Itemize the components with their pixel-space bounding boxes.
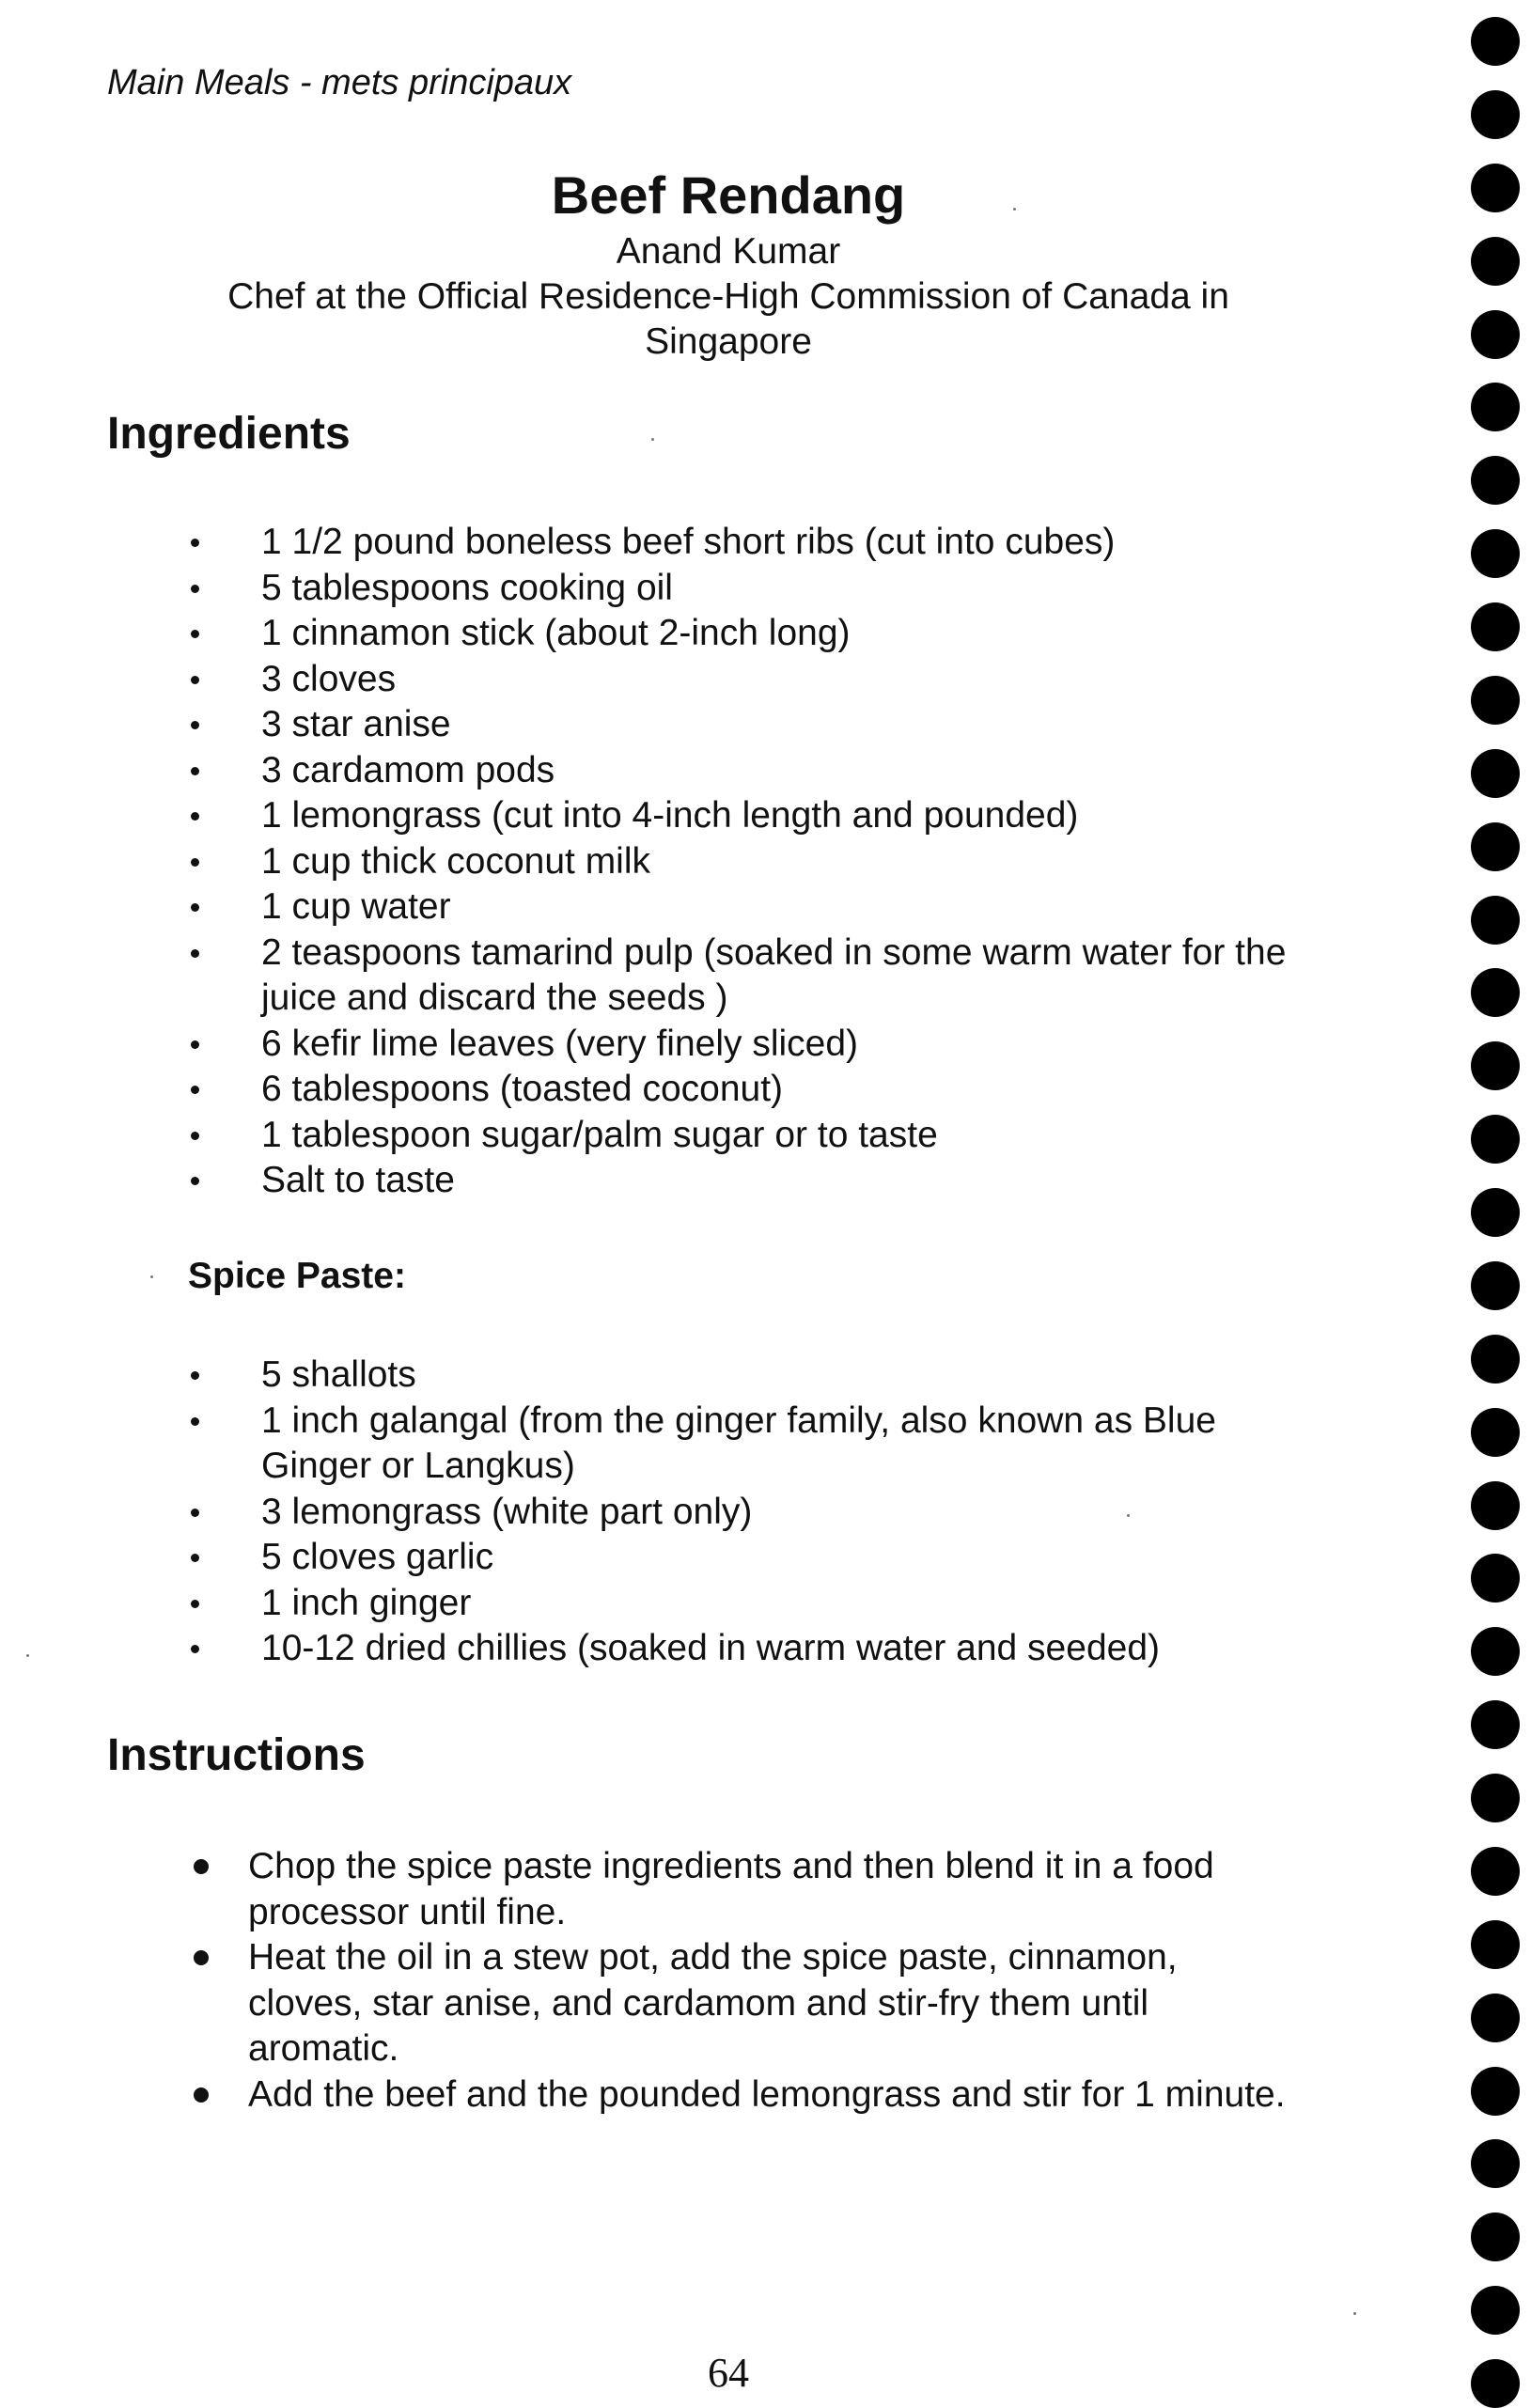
scan-speck	[26, 1654, 29, 1657]
binding-hole	[1471, 1041, 1520, 1090]
instruction-step: Heat the oil in a stew pot, add the spice paste, cinnamon, cloves, star anise, and cardamom and stir-fry them until aromatic.	[0, 1935, 1301, 2072]
ingredients-heading: Ingredients	[107, 409, 351, 459]
spice-paste-list	[0, 1353, 1306, 1672]
spice-paste-heading: Spice Paste:	[188, 1256, 406, 1296]
author-role: Chef at the Official Residence-High Commission of Canada in	[227, 276, 1229, 317]
scan-speck	[150, 1275, 153, 1278]
binding-hole	[1471, 90, 1520, 139]
binding-hole	[1471, 822, 1520, 871]
scan-speck	[651, 438, 654, 441]
binding-hole	[1471, 676, 1520, 725]
ingredient-item: 1 tablespoon sugar/palm sugar or to taste	[0, 1113, 1306, 1159]
binding-hole	[1471, 310, 1520, 359]
scan-speck	[1013, 208, 1016, 211]
section-header: Main Meals - mets principaux	[107, 63, 572, 102]
binding-hole	[1471, 1408, 1520, 1457]
binding-hole	[1471, 1335, 1520, 1384]
spice-paste-item: 1 inch galangal (from the ginger family, also known as Blue Ginger or Langkus)	[0, 1399, 1306, 1490]
binding-hole	[1471, 968, 1520, 1017]
binding-hole	[1471, 2139, 1520, 2188]
binding-hole	[1471, 1261, 1520, 1310]
spice-paste-item: 5 cloves garlic	[0, 1535, 1306, 1581]
ingredients-list	[0, 520, 1306, 1204]
binding-hole	[1471, 896, 1520, 945]
binding-hole	[1471, 2213, 1520, 2261]
scan-speck	[1353, 2312, 1356, 2315]
ingredient-item: 1 cup thick coconut milk	[0, 839, 1306, 885]
binding-hole	[1471, 602, 1520, 651]
binding-hole	[1471, 1847, 1520, 1896]
instruction-step: Chop the spice paste ingredients and then blend it in a food processor until fine.	[0, 1844, 1301, 1935]
author-role-location: Singapore	[645, 321, 812, 362]
binding-hole	[1471, 749, 1520, 798]
binding-hole	[1471, 237, 1520, 286]
binding-hole	[1471, 1700, 1520, 1749]
binding-hole	[1471, 1554, 1520, 1603]
spice-paste-item: 5 shallots	[0, 1353, 1306, 1399]
ingredient-item: 1 lemongrass (cut into 4-inch length and pounded)	[0, 793, 1306, 839]
ingredient-item: Salt to taste	[0, 1158, 1306, 1204]
spice-paste-item: 3 lemongrass (white part only)	[0, 1490, 1306, 1536]
spice-paste-item: 10-12 dried chillies (soaked in warm water and seeded)	[0, 1626, 1306, 1672]
binding-hole	[1471, 1627, 1520, 1676]
ingredient-item: 6 tablespoons (toasted coconut)	[0, 1067, 1306, 1113]
ingredient-item: 3 star anise	[0, 702, 1306, 748]
author-name: Anand Kumar	[616, 231, 841, 272]
binding-hole	[1471, 1188, 1520, 1237]
ingredient-item: 1 1/2 pound boneless beef short ribs (cut into cubes)	[0, 520, 1306, 566]
instructions-heading: Instructions	[107, 1730, 366, 1780]
binding-hole	[1471, 529, 1520, 578]
ingredient-item: 6 kefir lime leaves (very finely sliced)	[0, 1022, 1306, 1068]
spice-paste-item: 1 inch ginger	[0, 1581, 1306, 1627]
ingredient-item: 3 cloves	[0, 657, 1306, 703]
binding-hole	[1471, 2286, 1520, 2335]
title-block	[94, 162, 1363, 365]
ingredient-item: 2 teaspoons tamarind pulp (soaked in some warm water for the juice and discard the seeds )	[0, 930, 1306, 1022]
binding-hole	[1471, 164, 1520, 212]
ingredient-item: 1 cinnamon stick (about 2-inch long)	[0, 611, 1306, 657]
binding-hole	[1471, 2067, 1520, 2116]
ingredient-item: 5 tablespoons cooking oil	[0, 566, 1306, 612]
ingredient-item: 1 cup water	[0, 884, 1306, 930]
ingredient-item: 3 cardamom pods	[0, 748, 1306, 794]
binding-hole	[1471, 1994, 1520, 2042]
binding-hole	[1471, 1115, 1520, 1164]
spiral-binding-holes	[1468, 0, 1523, 2400]
binding-hole	[1471, 456, 1520, 505]
binding-hole	[1471, 1481, 1520, 1530]
page-number: 64	[708, 2350, 749, 2396]
recipe-title: Beef Rendang	[551, 165, 906, 225]
binding-hole	[1471, 1920, 1520, 1969]
binding-hole	[1471, 1774, 1520, 1822]
binding-hole	[1471, 17, 1520, 66]
binding-hole	[1471, 383, 1520, 431]
binding-hole	[1471, 2359, 1520, 2408]
instruction-step: Add the beef and the pounded lemongrass and stir for 1 minute.	[0, 2072, 1301, 2119]
scan-speck	[1127, 1514, 1130, 1517]
instructions-list	[0, 1844, 1301, 2118]
